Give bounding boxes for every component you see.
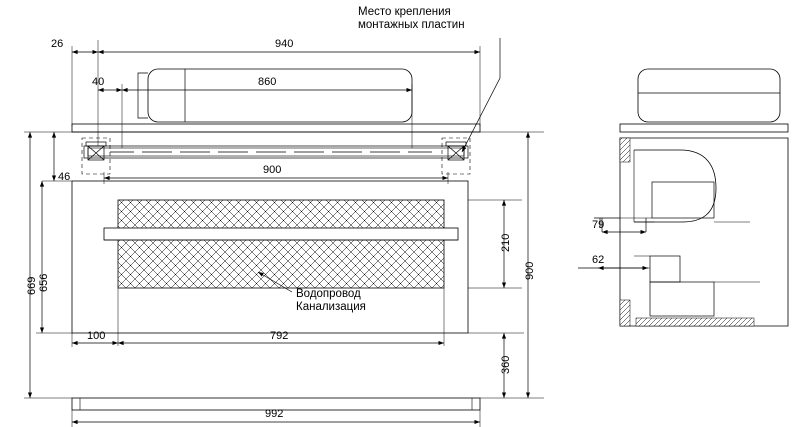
dim-label-900-height: 900	[524, 261, 536, 280]
dim-label-656: 656	[38, 273, 50, 292]
dim-label-46: 46	[58, 171, 71, 183]
dim-label-860: 860	[258, 76, 277, 88]
dim-label-62: 62	[592, 254, 605, 266]
dim-label-792: 792	[270, 330, 289, 342]
dim-label-669: 669	[26, 276, 38, 295]
dim-label-100: 100	[87, 330, 106, 342]
dim-label-992: 992	[265, 408, 284, 420]
dim-label-940: 940	[275, 38, 294, 50]
plumbing-note	[296, 288, 366, 314]
mounting-plate-note-line2: монтажных пластин	[358, 19, 465, 31]
plumbing-note-line1: Водопровод	[296, 288, 361, 300]
dim-label-360: 360	[500, 355, 512, 374]
plumbing-note-line2: Канализация	[296, 301, 366, 313]
dim-label-210: 210	[500, 233, 512, 252]
dim-label-26: 26	[51, 38, 64, 50]
mounting-plate-note	[358, 6, 465, 32]
dim-label-79: 79	[592, 219, 605, 231]
mounting-plate-note-line1: Место крепления	[358, 6, 451, 18]
dim-label-900-rail: 900	[263, 164, 282, 176]
dim-label-40: 40	[92, 76, 105, 88]
